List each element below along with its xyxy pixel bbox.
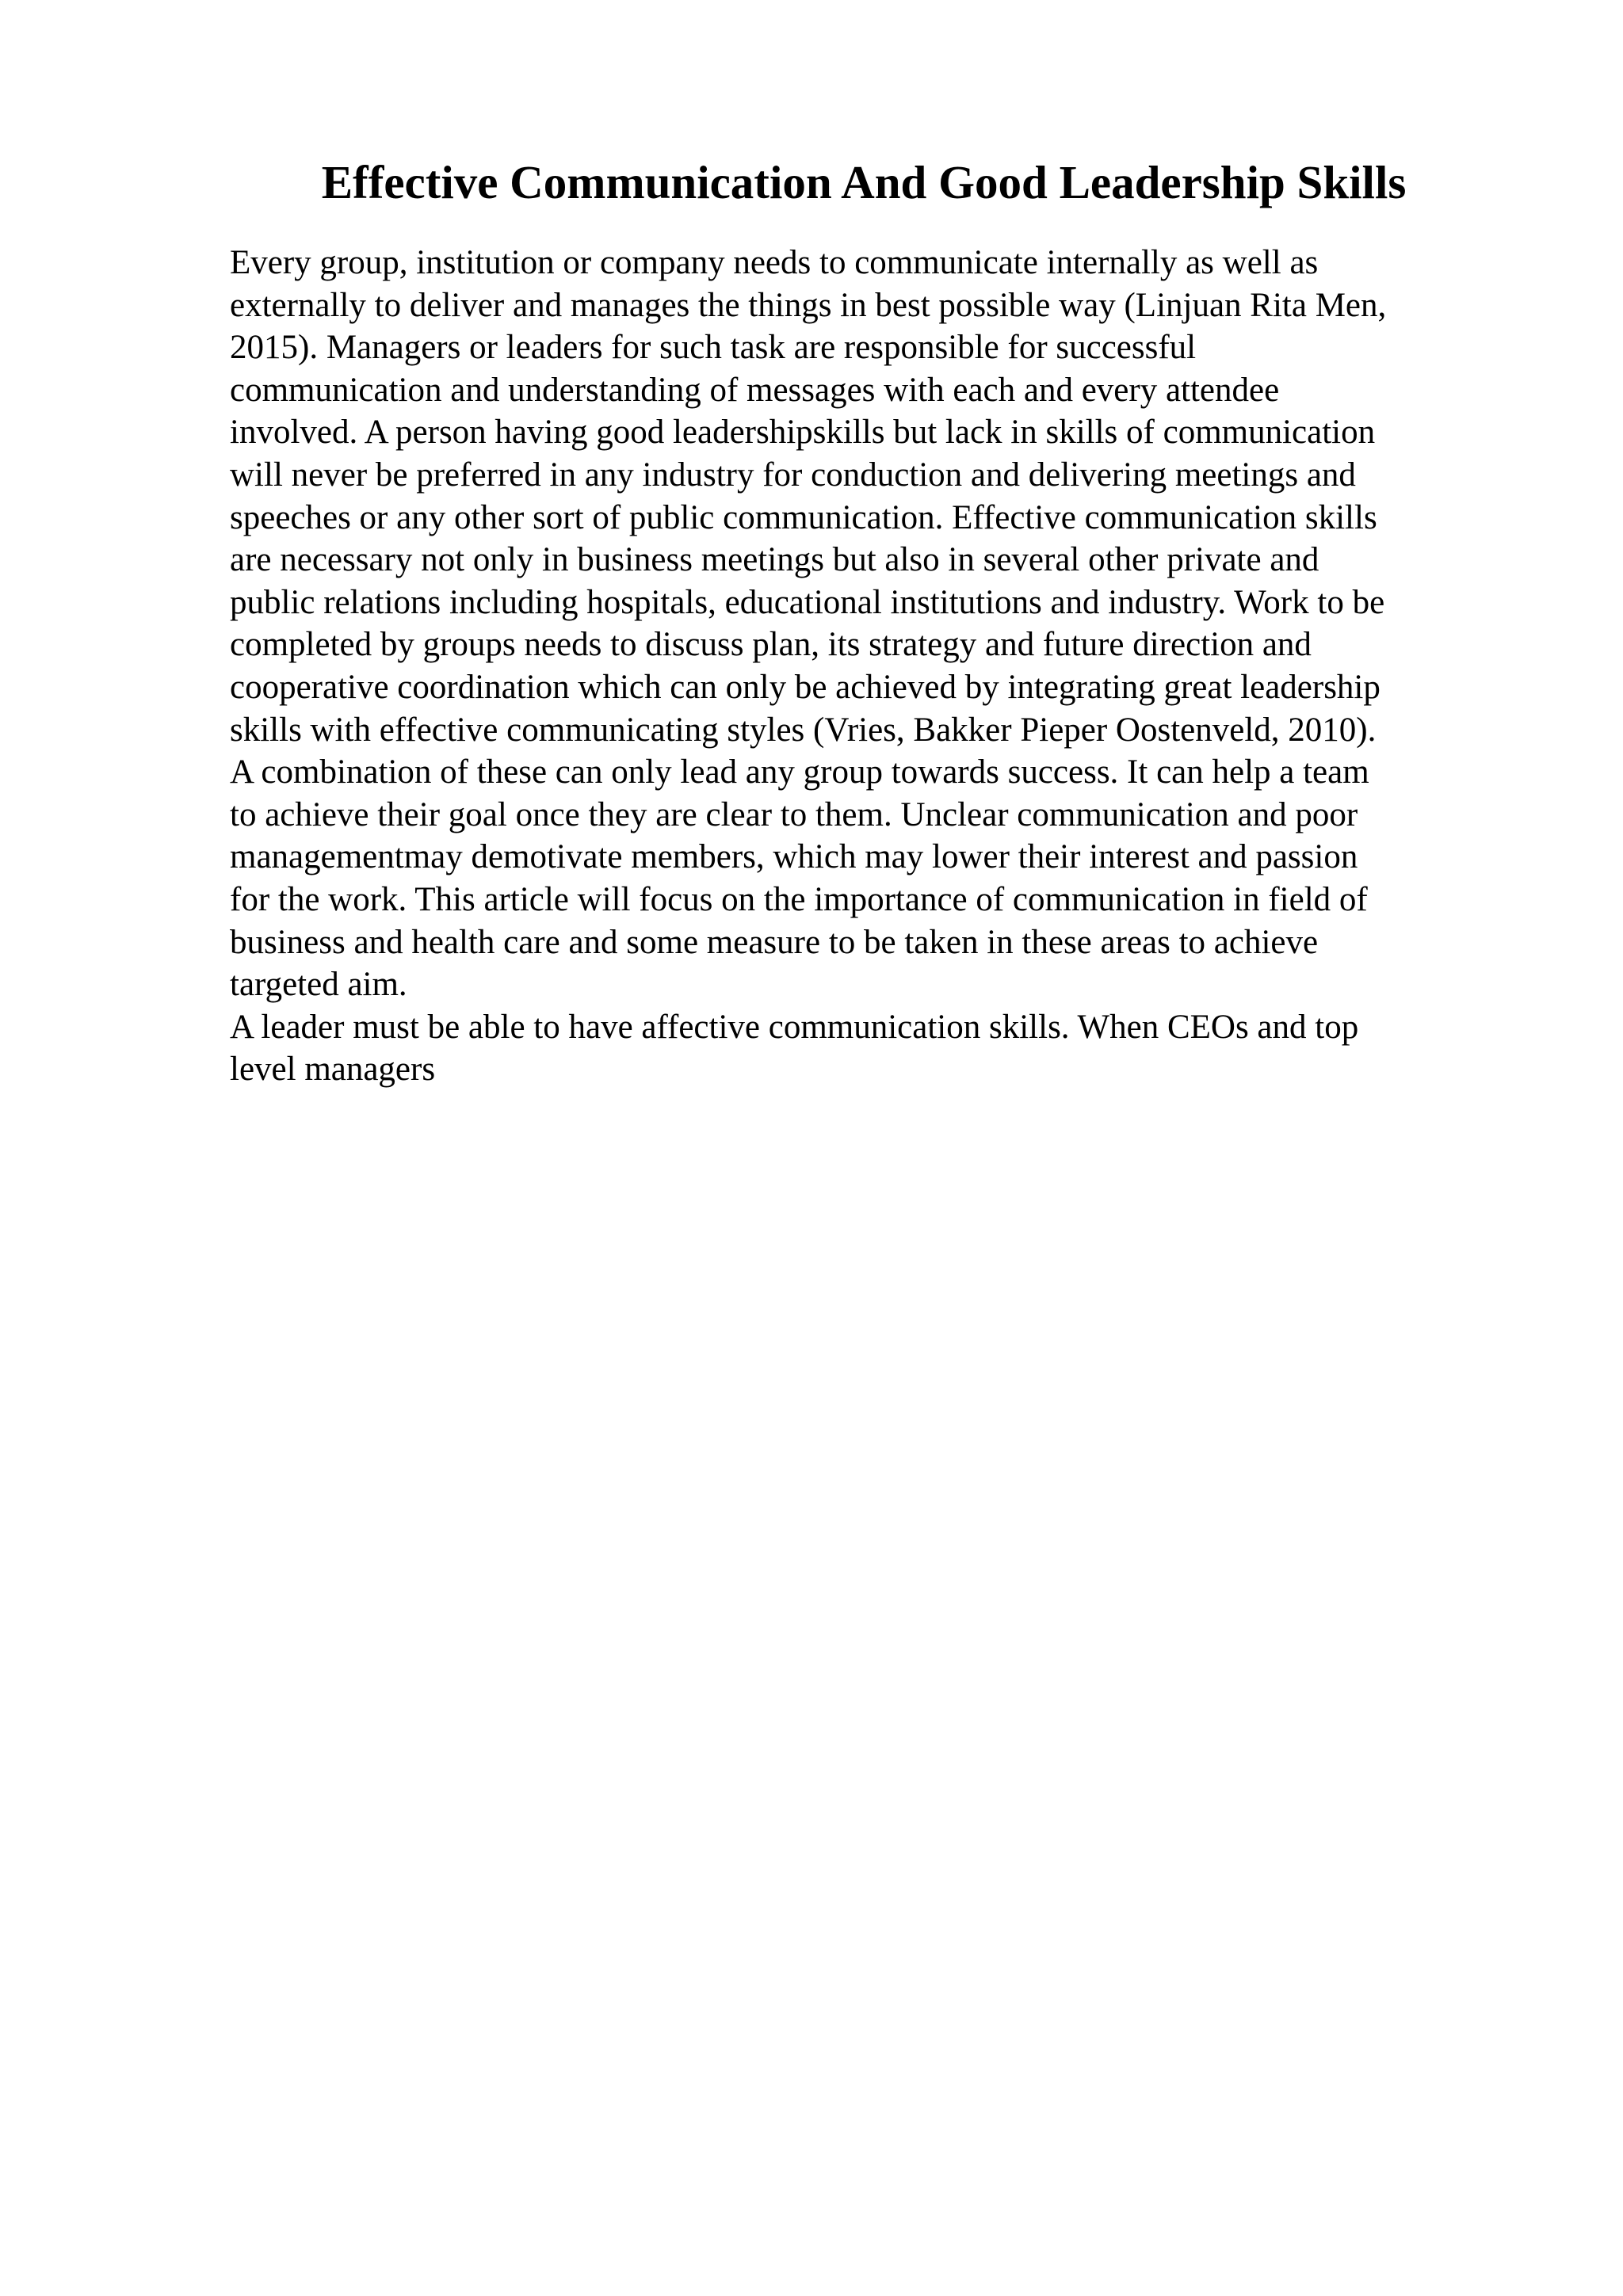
body-line: communication and understanding of messages with each and every attendee [230, 371, 1280, 409]
body-line: to achieve their goal once they are clear to them. Unclear communication and poor [230, 795, 1358, 833]
body-line: A combination of these can only lead any group towards success. It can help a team [230, 753, 1369, 791]
body-line: public relations including hospitals, educational institutions and industry. Work to be [230, 583, 1385, 621]
document-body [230, 242, 1529, 1091]
body-line: externally to deliver and manages the things in best possible way (Linjuan Rita Men, [230, 286, 1387, 324]
body-line: level managers [230, 1051, 436, 1089]
body-line: skills with effective communicating styles (Vries, Bakker Pieper Oostenveld, 2010). [230, 711, 1377, 749]
body-line: managementmay demotivate members, which may lower their interest and passion [230, 838, 1358, 876]
body-line: business and health care and some measure to be taken in these areas to achieve [230, 923, 1319, 961]
body-line: cooperative coordination which can only be achieved by integrating great leadership [230, 668, 1381, 706]
document-title: Effective Communication And Good Leadership Skills [321, 156, 1407, 208]
body-line: involved. A person having good leadershipskills but lack in skills of communication [230, 414, 1376, 452]
body-line: for the work. This article will focus on the importance of communication in field of [230, 880, 1368, 918]
body-line: A leader must be able to have affective communication skills. When CEOs and top [230, 1008, 1359, 1046]
body-line: Every group, institution or company needs to communicate internally as well as [230, 244, 1319, 281]
body-line: are necessary not only in business meetings but also in several other private and [230, 541, 1319, 579]
body-line: 2015). Managers or leaders for such task are responsible for successful [230, 329, 1197, 367]
body-line: will never be preferred in any industry for conduction and delivering meetings and [230, 456, 1356, 494]
body-line: speeches or any other sort of public communication. Effective communication skills [230, 498, 1377, 536]
body-line: targeted aim. [230, 966, 407, 1004]
body-line: completed by groups needs to discuss plan, its strategy and future direction and [230, 626, 1312, 664]
